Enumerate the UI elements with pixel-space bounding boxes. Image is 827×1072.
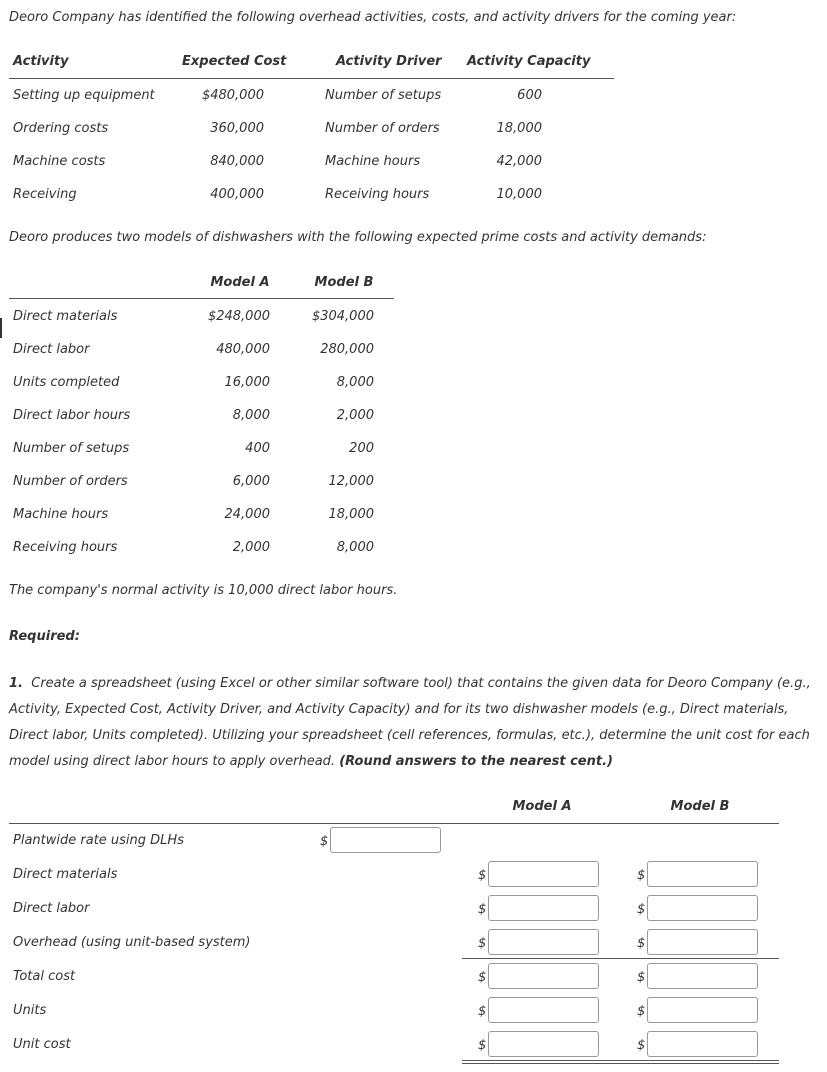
- question-emphasis: (Round answers to the nearest cent.): [339, 754, 613, 769]
- expected-cost: 400,000: [210, 187, 264, 202]
- activity-name: Machine costs: [13, 154, 106, 169]
- total-cost-model-b-input[interactable]: [647, 963, 758, 989]
- header-model-b: Model B: [314, 275, 374, 290]
- header-expected-cost: Expected Cost: [182, 54, 287, 69]
- currency-symbol: $: [478, 1004, 487, 1019]
- answer-header-model-a: Model A: [512, 799, 572, 814]
- total-double-rule: [462, 1060, 779, 1064]
- model-a-value: 8,000: [232, 408, 270, 423]
- model-a-value: 2,000: [232, 540, 270, 555]
- row-label: Direct materials: [13, 309, 118, 324]
- subtotal-rule: [462, 958, 779, 959]
- activity-header-rule: [9, 78, 614, 79]
- model-a-value: 400: [245, 441, 270, 456]
- overhead-model-b-input[interactable]: [647, 929, 758, 955]
- units-model-b-input[interactable]: [647, 997, 758, 1023]
- direct-labor-model-a-input[interactable]: [488, 895, 599, 921]
- row-marker: [0, 318, 5, 338]
- activity-name: Receiving: [13, 187, 77, 202]
- activity-capacity: 600: [517, 88, 542, 103]
- currency-symbol: $: [478, 936, 487, 951]
- currency-symbol: $: [478, 902, 487, 917]
- activity-driver: Machine hours: [325, 154, 421, 169]
- currency-symbol: $: [637, 936, 646, 951]
- question-number: 1.: [9, 676, 23, 691]
- currency-symbol: $: [478, 868, 487, 883]
- model-b-value: 12,000: [328, 474, 374, 489]
- currency-symbol: $: [478, 970, 487, 985]
- total-cost-model-a-input[interactable]: [488, 963, 599, 989]
- currency-symbol: $: [637, 868, 646, 883]
- row-label: Unit cost: [13, 1037, 71, 1052]
- model-b-value: 8,000: [336, 540, 374, 555]
- row-label: Direct materials: [13, 867, 118, 882]
- unit-cost-model-a-input[interactable]: [488, 1031, 599, 1057]
- expected-cost: 360,000: [210, 121, 264, 136]
- expected-cost: 840,000: [210, 154, 264, 169]
- plantwide-rate-input[interactable]: [330, 827, 441, 853]
- currency-symbol: $: [478, 1038, 487, 1053]
- model-b-value: 2,000: [336, 408, 374, 423]
- row-label: Direct labor: [13, 901, 90, 916]
- model-a-value: 6,000: [232, 474, 270, 489]
- row-label: Direct labor hours: [13, 408, 131, 423]
- row-label: Machine hours: [13, 507, 109, 522]
- row-label: Number of orders: [13, 474, 128, 489]
- model-a-value: 480,000: [216, 342, 270, 357]
- intro-text: Deoro Company has identified the following overhead activities, costs, and activity drivers for the coming year:: [9, 10, 737, 25]
- units-model-a-input[interactable]: [488, 997, 599, 1023]
- model-b-value: 280,000: [320, 342, 374, 357]
- activity-capacity: 18,000: [496, 121, 542, 136]
- model-b-value: $304,000: [311, 309, 374, 324]
- header-model-a: Model A: [210, 275, 270, 290]
- header-activity: Activity: [13, 54, 69, 69]
- model-a-value: 16,000: [224, 375, 270, 390]
- model-a-value: 24,000: [224, 507, 270, 522]
- plantwide-rate-label: Plantwide rate using DLHs: [13, 833, 184, 848]
- model-b-value: 200: [349, 441, 374, 456]
- activity-driver: Number of setups: [325, 88, 442, 103]
- question-body: Create a spreadsheet (using Excel or other similar software tool) that contains the given data for Deoro Company (e.g., Activity, Expected Cost, Activity Driver, and Activity Capacity) and for its two dishwasher models (e.g., Direct materials, Direct labor, Units completed). Utilizing your spreadsheet (cell references, formulas, etc.), determine the unit cost for each model using direct labor hours to apply overhead.: [9, 676, 811, 769]
- row-label: Number of setups: [13, 441, 130, 456]
- row-label: Receiving hours: [13, 540, 118, 555]
- activity-name: Setting up equipment: [13, 88, 155, 103]
- models-intro-text: Deoro produces two models of dishwashers with the following expected prime costs and activity demands:: [9, 230, 707, 245]
- direct-labor-model-b-input[interactable]: [647, 895, 758, 921]
- model-b-value: 8,000: [336, 375, 374, 390]
- row-label: Direct labor: [13, 342, 90, 357]
- expected-cost: $480,000: [201, 88, 264, 103]
- activity-driver: Number of orders: [325, 121, 440, 136]
- activity-capacity: 10,000: [496, 187, 542, 202]
- models-header-rule: [9, 298, 394, 299]
- activity-name: Ordering costs: [13, 121, 109, 136]
- required-label: Required:: [9, 629, 80, 644]
- row-label: Units completed: [13, 375, 120, 390]
- normal-activity-text: The company's normal activity is 10,000 direct labor hours.: [9, 583, 398, 598]
- currency-symbol: $: [637, 1038, 646, 1053]
- header-activity-capacity: Activity Capacity: [467, 54, 591, 69]
- overhead-model-a-input[interactable]: [488, 929, 599, 955]
- model-b-value: 18,000: [328, 507, 374, 522]
- answer-header-rule: [9, 823, 779, 824]
- row-label: Overhead (using unit-based system): [13, 935, 251, 950]
- header-activity-driver: Activity Driver: [336, 54, 442, 69]
- model-a-value: $248,000: [207, 309, 270, 324]
- unit-cost-model-b-input[interactable]: [647, 1031, 758, 1057]
- direct-materials-model-b-input[interactable]: [647, 861, 758, 887]
- activity-capacity: 42,000: [496, 154, 542, 169]
- question-text: [9, 671, 814, 775]
- answer-header-model-b: Model B: [670, 799, 730, 814]
- row-label: Units: [13, 1003, 47, 1018]
- activity-driver: Receiving hours: [325, 187, 430, 202]
- currency-symbol: $: [637, 1004, 646, 1019]
- row-label: Total cost: [13, 969, 76, 984]
- direct-materials-model-a-input[interactable]: [488, 861, 599, 887]
- currency-symbol: $: [320, 834, 329, 849]
- currency-symbol: $: [637, 902, 646, 917]
- currency-symbol: $: [637, 970, 646, 985]
